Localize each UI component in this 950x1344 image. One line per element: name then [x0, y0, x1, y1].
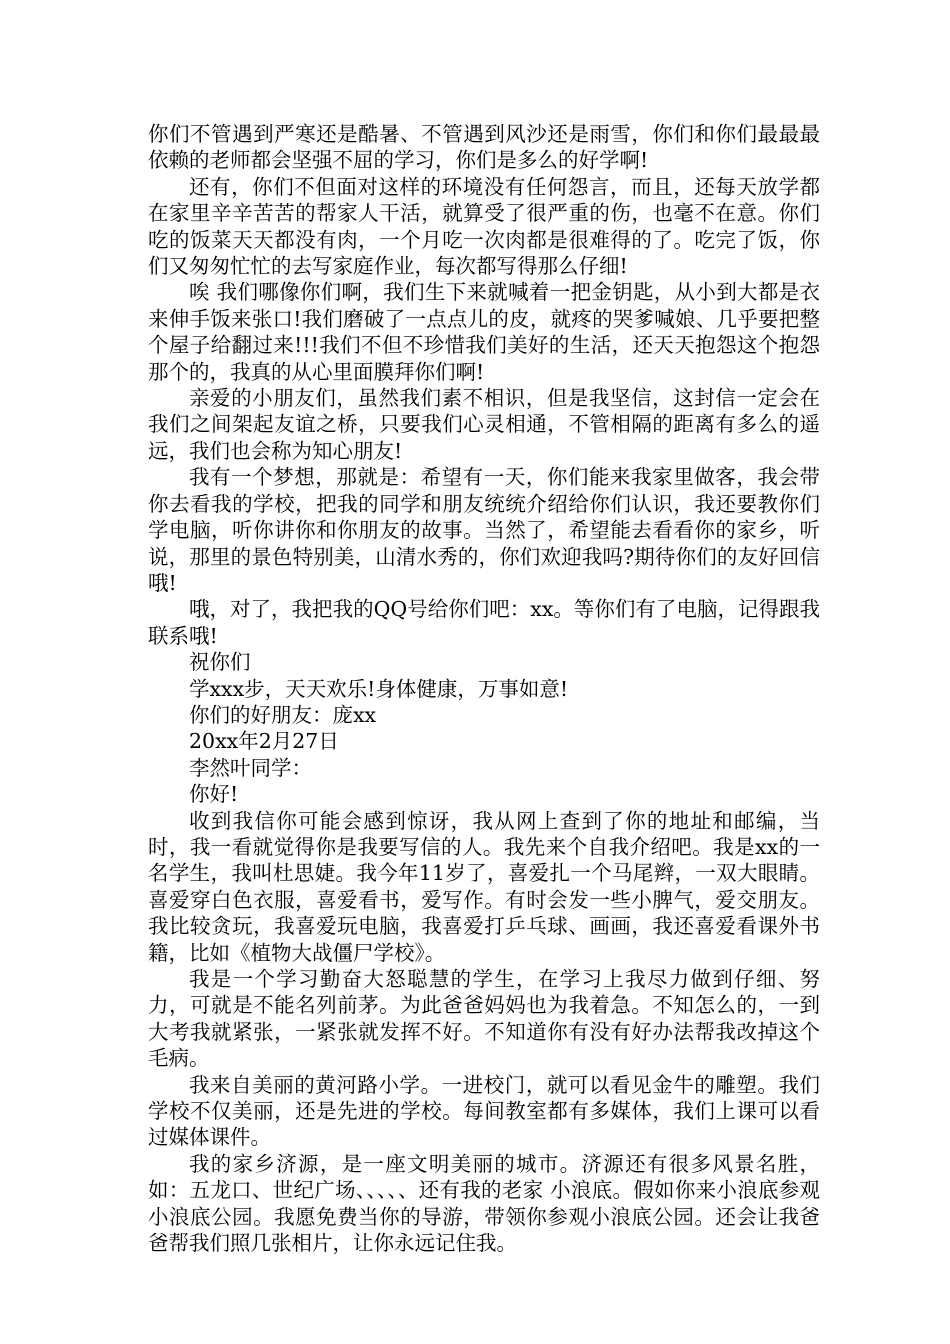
body-paragraph: 亲爱的小朋友们，虽然我们素不相识，但是我坚信，这封信一定会在我们之间架起友谊之桥，只要我们心灵相通，不管相隔的距离有多么的遥远，我们也会称为知心朋友!	[148, 386, 820, 463]
closing-wishes: 学xxx步，天天欢乐!身体健康，万事如意!	[189, 676, 569, 701]
body-paragraph: 我有一个梦想，那就是：希望有一天，你们能来我家里做客，我会带你去看我的学校，把我的同学和朋友统统介绍给你们认识，我还要教你们学电脑，听你讲你和你朋友的故事。当然了，希望能去看看你的家乡，听说，那里的景色特别美，山清水秀的，你们欢迎我吗?期待你们的友好回信哦!	[148, 465, 820, 595]
letter-date: 20xx年2月27日	[189, 729, 339, 754]
second-letter-greeting: 你好!	[189, 782, 239, 807]
letter-body	[148, 121, 820, 1256]
body-paragraph: 你们不管遇到严寒还是酷暑、不管遇到风沙还是雨雪，你们和你们最最最依赖的老师都会坚强不屈的学习，你们是多么的好学啊!	[148, 122, 820, 173]
body-paragraph: 我的家乡济源，是一座文明美丽的城市。济源还有很多风景名胜，如：五龙口、世纪广场、、、、、还有我的老家 小浪底。假如你来小浪底参观小浪底公园。我愿免费当你的导游，带领你参观小浪底公园。还会让我爸爸帮我们照几张相片，让你永远记住我。	[148, 1151, 820, 1256]
body-paragraph: 收到我信你可能会感到惊讶，我从网上查到了你的地址和邮编，当时，我一看就觉得你是我要写信的人。我先来个自我介绍吧。我是xx的一名学生，我叫杜思婕。我今年11岁了，喜爱扎一个马尾辫，一双大眼睛。喜爱穿白色衣服，喜爱看书，爱写作。有时会发一些小脾气，爱交朋友。我比较贪玩，我喜爱玩电脑，我喜爱打乒乓球、画画，我还喜爱看课外书籍，比如《植物大战僵尸学校》。	[148, 808, 820, 965]
body-paragraph: 哦，对了，我把我的QQ号给你们吧：xx。等你们有了电脑，记得跟我联系哦!	[148, 597, 820, 648]
body-paragraph: 还有，你们不但面对这样的环境没有任何怨言，而且，还每天放学都在家里辛辛苦苦的帮家人干活，就算受了很严重的伤，也毫不在意。你们吃的饭菜天天都没有肉，一个月吃一次肉都是很难得的了。吃完了饭，你们又匆匆忙忙的去写家庭作业，每次都写得那么仔细!	[148, 174, 820, 279]
signature: 你们的好朋友：庞xx	[189, 702, 377, 727]
body-paragraph: 我是一个学习勤奋大怒聪慧的学生，在学习上我尽力做到仔细、努力，可就是不能名列前茅。为此爸爸妈妈也为我着急。不知怎么的，一到大考我就紧张，一紧张就发挥不好。不知道你有没有好办法帮我改掉这个毛病。	[148, 967, 820, 1071]
body-paragraph: 我来自美丽的黄河路小学。一进校门，就可以看见金牛的雕塑。我们学校不仅美丽，还是先进的学校。每间教室都有多媒体，我们上课可以看过媒体课件。	[148, 1072, 820, 1150]
body-paragraph: 唉 我们哪像你们啊，我们生下来就喊着一把金钥匙，从小到大都是衣来伸手饭来张口!我们磨破了一点点儿的皮，就疼的哭爹喊娘、几乎要把整个屋子给翻过来!!!我们不但不珍惜我们美好的生活，还天天抱怨这个抱怨那个的，我真的从心里面膜拜你们啊!	[148, 280, 820, 384]
closing-greeting: 祝你们	[189, 650, 251, 675]
second-letter-salutation: 李然叶同学：	[189, 755, 312, 780]
